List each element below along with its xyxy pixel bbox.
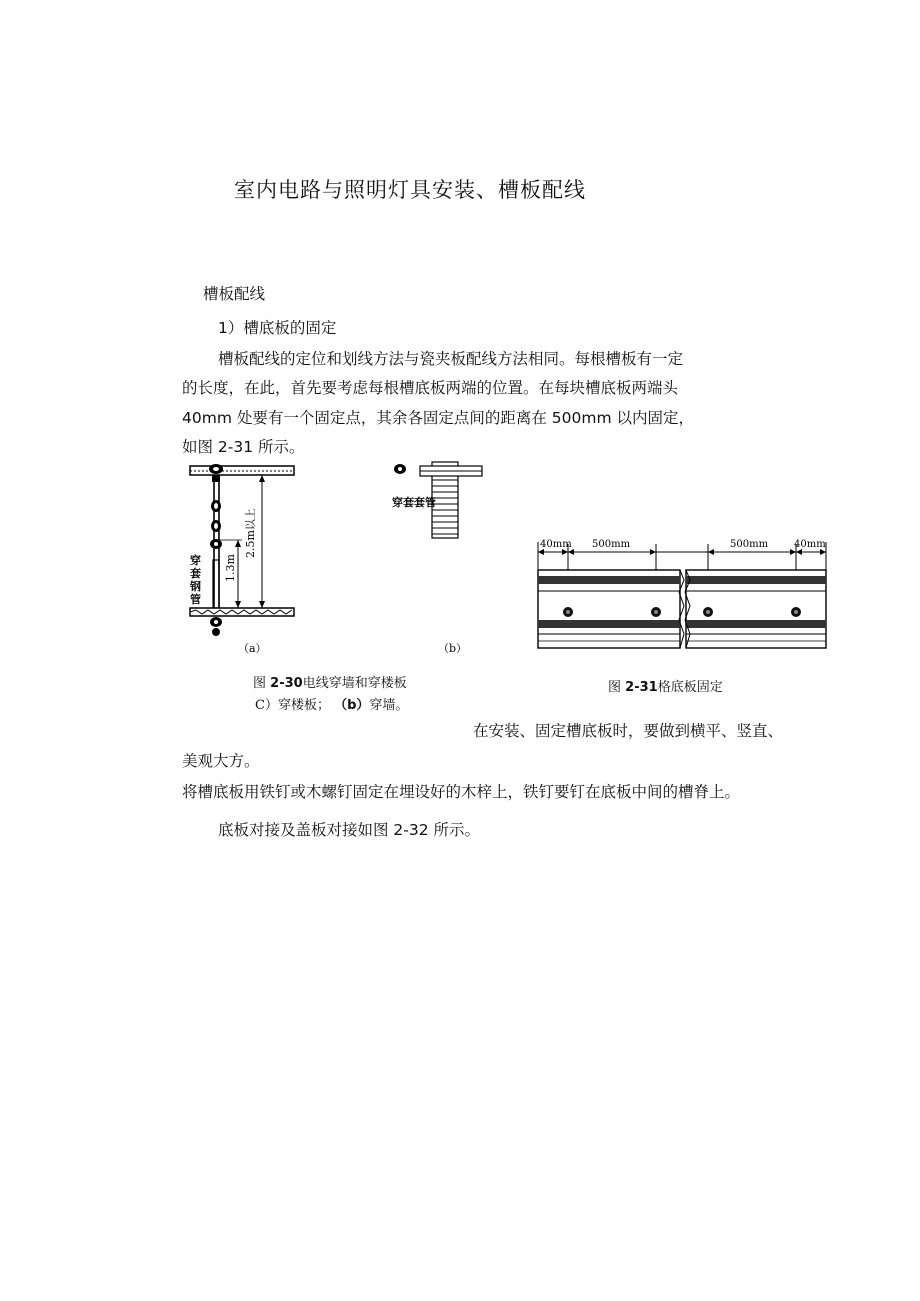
caption-text: 格底板固定 <box>657 680 723 695</box>
tube-label-char-4: 管 <box>190 593 201 606</box>
figure-label-b: （b） <box>438 642 468 655</box>
caption-text: 电线穿墙和穿楼板 <box>302 676 407 691</box>
figure-2-30b-diagram <box>390 460 500 660</box>
subsection-heading: 1）槽底板的固定 <box>218 319 337 337</box>
paragraph-4: 底板对接及盖板对接如图 2-32 所示。 <box>218 821 481 839</box>
figure-2-30a-diagram <box>186 460 296 660</box>
section-heading: 槽板配线 <box>203 285 266 303</box>
dimension-top-label: 2.5m以上 <box>244 508 257 558</box>
caption-number: 2-30 <box>270 676 303 691</box>
caption-prefix: 图 <box>608 680 622 695</box>
dimension-bottom-label: 1.3m <box>224 554 237 582</box>
paragraph-1-line-4: 如图 2-31 所示。 <box>182 438 305 456</box>
paragraph-1-line-3: 40mm 处要有一个固定点，其余各固定点间的距离在 500mm 以内固定， <box>182 409 694 427</box>
paragraph-1-line-1: 槽板配线的定位和划线方法与瓷夹板配线方法相同。每根槽板有一定 <box>218 350 684 368</box>
subcaption-a: C）穿楼板； <box>255 698 330 713</box>
tube-label-char-1: 穿 <box>190 554 201 567</box>
dimension-label-2: 500mm <box>592 539 631 550</box>
dimension-label-3: 500mm <box>730 539 769 550</box>
subcaption-b-text: 穿墙。 <box>369 698 409 713</box>
figure-label-a: （a） <box>238 642 267 655</box>
figure-2-30-caption <box>253 672 407 691</box>
subcaption-b-number: （b） <box>334 698 370 713</box>
tube-label-char-2: 套 <box>190 567 201 580</box>
paragraph-3: 将槽底板用铁钉或木螺钉固定在埋设好的木梓上，铁钉要钉在底板中间的槽脊上。 <box>182 783 741 801</box>
figure-2-31-caption <box>608 676 723 695</box>
page-title: 室内电路与照明灯具安装、槽板配线 <box>234 178 586 202</box>
tube-label-char-3: 钢 <box>190 580 201 593</box>
figure-2-30-subcaption <box>255 694 408 713</box>
paragraph-1-line-2: 的长度，在此，首先要考虑每根槽底板两端的位置。在每块槽底板两端头 <box>182 379 679 397</box>
dimension-label-1: 40mm <box>540 539 572 550</box>
wall-sleeve-label: 穿套套管 <box>392 496 436 509</box>
caption-prefix: 图 <box>253 676 267 691</box>
figure-2-31-diagram <box>536 528 828 654</box>
paragraph-2-line-1: 在安装、固定槽底板时，要做到横平、竖直、 <box>473 722 784 740</box>
dimension-label-4: 40mm <box>794 539 826 550</box>
caption-number: 2-31 <box>625 680 658 695</box>
paragraph-2-line-2: 美观大方。 <box>182 752 260 770</box>
